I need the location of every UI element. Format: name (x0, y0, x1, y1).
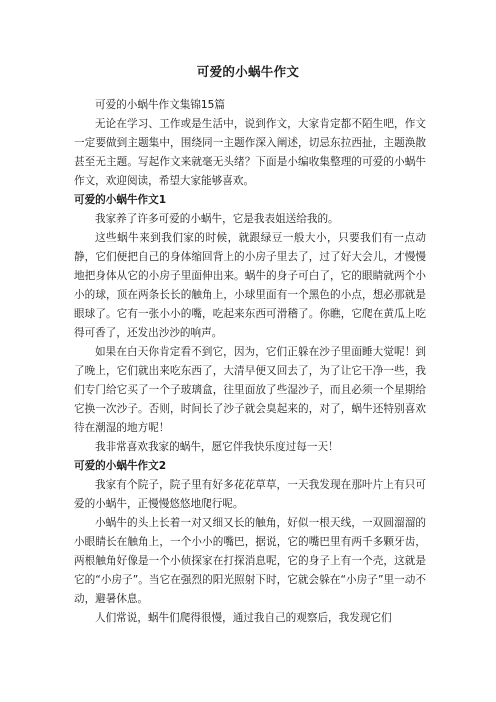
section-paragraph: 我家养了许多可爱的小蜗牛，它是我表姐送给我的。 (95, 213, 339, 225)
section-heading: 可爱的小蜗牛作文2 (74, 460, 167, 472)
section-paragraph: 这些蜗牛来到我们家的时候，就跟绿豆一般大小，只要我们有一点动静，它们便把自己的身体缩回背上的小房子里去了，过了好大会儿，才慢慢地把身体从它的小房子里面伸出来。蜗牛的身子可白了，它的眼睛就两个小小的球，顶在两条长长的触角上，小球里面有一个黑色的小点，想必那就是眼球了。它有一张小小的嘴，吃起来东西可滑稽了。你瞧，它爬在黄瓜上吃得可香了，还发出沙沙的响声。 (74, 232, 426, 339)
intro-paragraph: 无论在学习、工作或是生活中，说到作文，大家肯定都不陌生吧，作文一定要做到主题集中，围绕同一主题作深入阐述，切忌东拉西扯，主题涣散甚至无主题。写起作文来就毫无头绪？下面是小编收集整理的可爱的小蜗牛作文，欢迎阅读，希望大家能够喜欢。 (74, 118, 426, 187)
section-paragraph: 小蜗牛的头上长着一对又细又长的触角，好似一根天线，一双圆溜溜的小眼睛长在触角上，一个小小的嘴巴，据说，它的嘴巴里有两千多颗牙齿，两根触角好像是一个小侦探家在打探消息呢，它的身子上有一个壳，这就是它的“小房子”。当它在强烈的阳光照射下时，它就会躲在“小房子”里一动不动，避暑休息。 (74, 517, 426, 605)
section-paragraph: 人们常说，蜗牛们爬得很慢，通过我自己的观察后，我发现它们 (95, 612, 392, 624)
section-heading: 可爱的小蜗牛作文1 (74, 194, 167, 206)
intro-subtitle: 可爱的小蜗牛作文集锦15篇 (95, 99, 226, 111)
document-title: 可爱的小蜗牛作文 (196, 64, 300, 79)
section-paragraph: 我家有个院子，院子里有好多花花草草，一天我发现在那叶片上有只可爱的小蜗牛，正慢慢悠悠地爬行呢。 (74, 479, 426, 510)
document-body (74, 96, 426, 628)
section-paragraph: 如果在白天你肯定看不到它，因为，它们正躲在沙子里面睡大觉呢！到了晚上，它们就出来吃东西了，大清早便又回去了，为了让它干净一些，我们专门给它买了一个子玻璃盒，往里面放了些湿沙子，而且必须一个星期给它换一次沙子。否则，时间长了沙子就会臭起来的，对了，蜗牛还特别喜欢待在潮湿的地方呢！ (74, 346, 426, 434)
section-paragraph: 我非常喜欢我家的蜗牛，愿它伴我快乐度过每一天！ (95, 441, 339, 453)
